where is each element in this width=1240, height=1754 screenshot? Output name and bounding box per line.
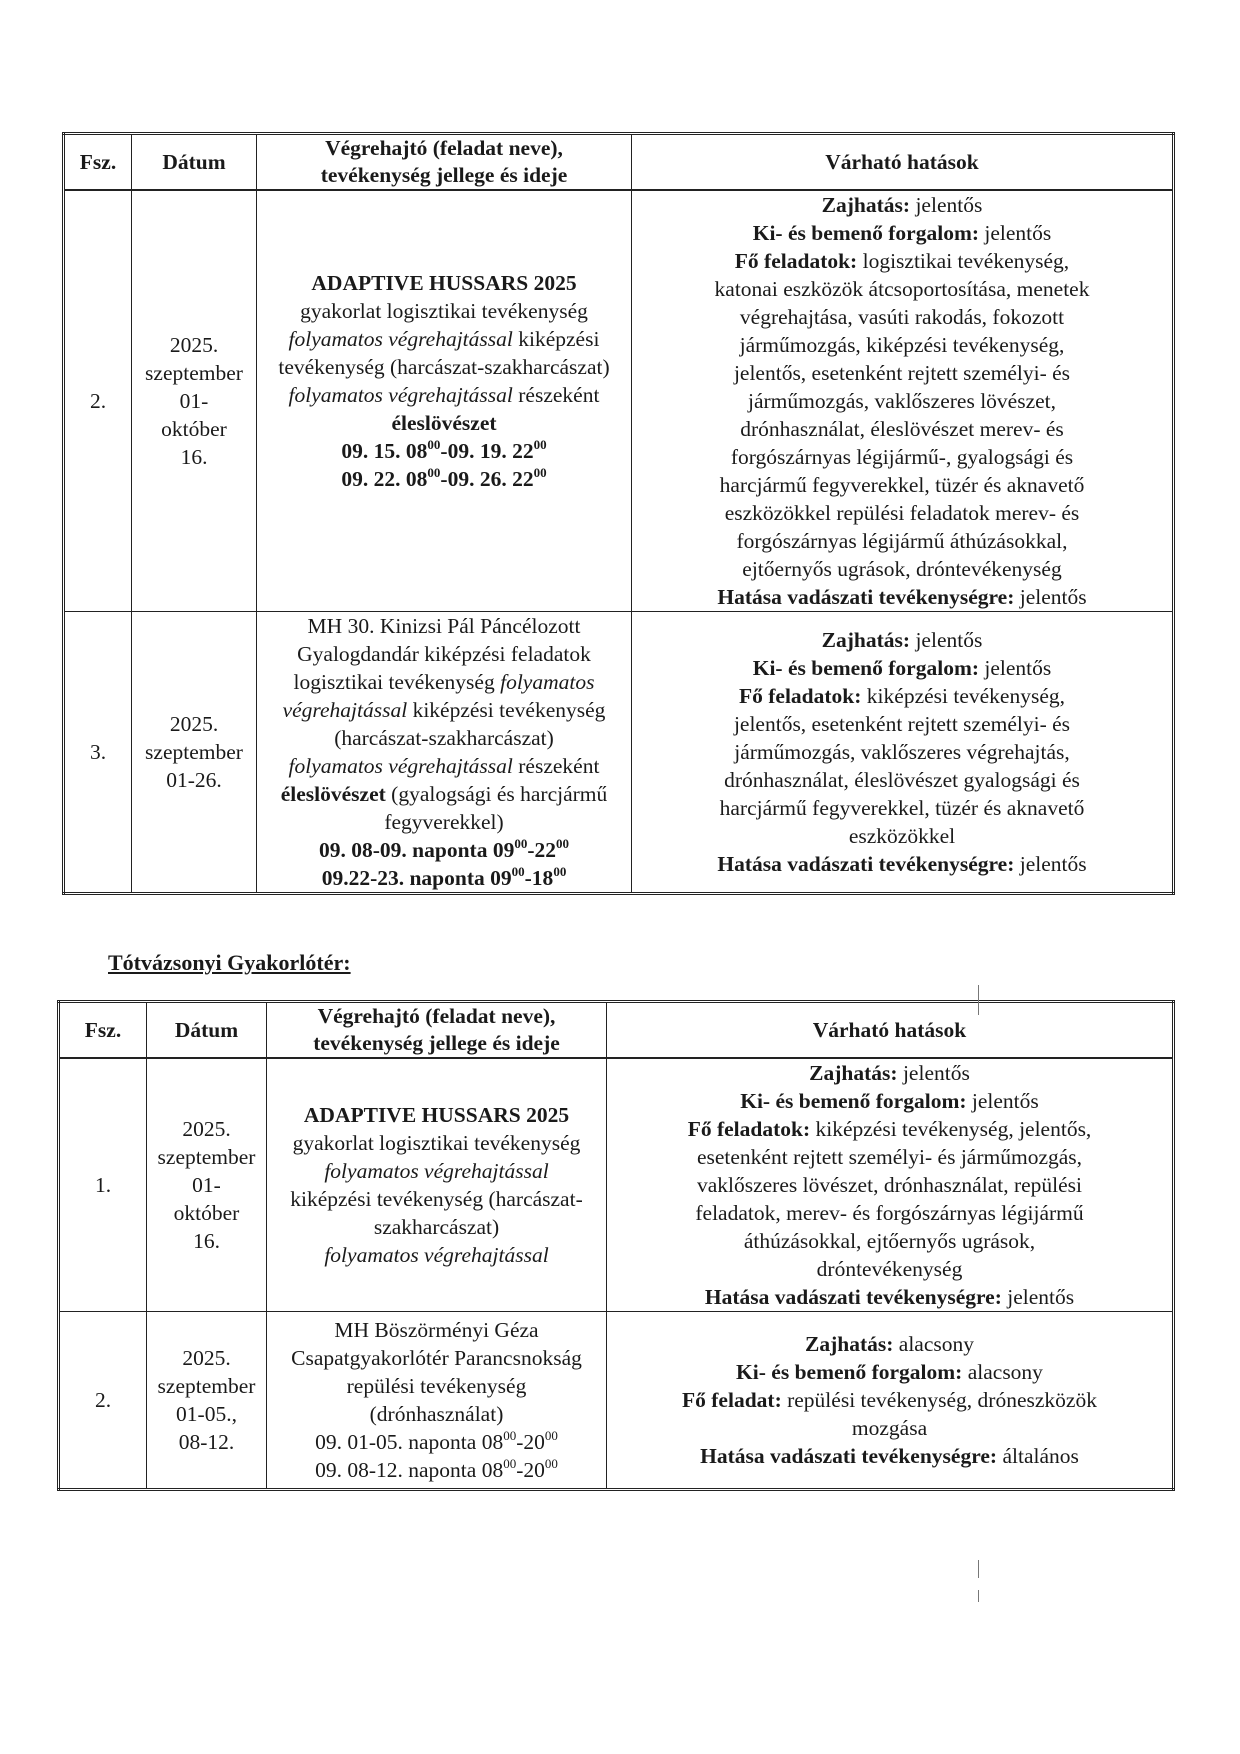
row-effects (607, 1312, 1174, 1490)
effect-line: vaklőszeres lövészet, drónhasználat, repülési (696, 1173, 1083, 1197)
date-line: szeptember (145, 740, 243, 764)
effect-line: járműmozgás, vaklőszeres végrehajtás, (734, 740, 1070, 764)
row-date (132, 612, 257, 894)
effect-main-tasks (636, 247, 1168, 275)
activity-text: részeként (512, 754, 600, 778)
effect-value: alacsony (893, 1332, 974, 1356)
effect-label: Fő feladat: (682, 1388, 782, 1412)
time-sup: 00 (503, 1428, 517, 1443)
row-activity (267, 1058, 607, 1312)
time-sup: 00 (514, 836, 528, 851)
table-row (64, 612, 1174, 894)
activity-line: (harcászat-szakharcászat) (334, 726, 554, 750)
effect-line: eszközökkel (848, 824, 956, 848)
activity-italic: folyamatos végrehajtással (288, 754, 513, 778)
effect-value: logisztikai tevékenység, (857, 249, 1070, 273)
time-sup: 00 (511, 864, 525, 879)
schedule-table-1 (62, 132, 1175, 895)
activity-italic: végrehajtással (282, 698, 408, 722)
activity-line (261, 668, 627, 696)
effect-value: jelentős (910, 628, 983, 652)
row-effects (632, 612, 1174, 894)
effect-traffic (611, 1358, 1168, 1386)
row-date (147, 1312, 267, 1490)
activity-line: Csapatgyakorlótér Parancsnokság (291, 1346, 582, 1370)
effect-label: Zajhatás: (821, 628, 911, 652)
time-sup: 00 (427, 465, 441, 480)
effect-value: jelentős (966, 1089, 1039, 1113)
activity-line: szakharcászat) (373, 1215, 500, 1239)
activity-title: ADAPTIVE HUSSARS 2025 (311, 271, 577, 295)
time-text: 09. 08-09. naponta 09 (319, 838, 515, 862)
row-activity (257, 190, 632, 612)
effect-label: Ki- és bemenő forgalom: (736, 1360, 963, 1384)
effect-hunting (636, 583, 1168, 611)
date-line: 01-05., (176, 1402, 237, 1426)
time-sup: 00 (533, 465, 547, 480)
time-text: -09. 26. 22 (440, 467, 534, 491)
effect-hunting (636, 850, 1168, 878)
time-text: 09. 15. 08 (341, 439, 428, 463)
effect-value: jelentős (897, 1061, 970, 1085)
effect-line: harcjármű fegyverekkel, tüzér és aknavető (719, 796, 1085, 820)
effect-line: jelentős, esetenként rejtett személyi- és (733, 712, 1071, 736)
effect-noise (636, 626, 1168, 654)
row-number: 3. (64, 612, 132, 894)
time-text: -18 (524, 866, 554, 890)
row-activity (267, 1312, 607, 1490)
time-sup: 00 (533, 437, 547, 452)
activity-italic-line: folyamatos végrehajtással (324, 1243, 549, 1267)
activity-line: fegyverekkel) (384, 810, 504, 834)
table-header-row (64, 134, 1174, 191)
time-sup: 00 (427, 437, 441, 452)
effect-line: drónhasználat, éleslövészet merev- és (740, 417, 1064, 441)
header-vegrehajto-line1: Végrehajtó (feladat neve), (325, 136, 563, 160)
row-number: 2. (59, 1312, 147, 1490)
activity-text: részeként (512, 383, 600, 407)
header-datum: Dátum (147, 1002, 267, 1059)
header-hatasok: Várható hatások (607, 1002, 1174, 1059)
date-line: szeptember (157, 1145, 256, 1169)
effect-hunting (611, 1442, 1168, 1470)
effect-label: Zajhatás: (809, 1061, 898, 1085)
effect-line: drónhasználat, éleslövészet gyalogsági és (724, 768, 1080, 792)
date-line: 2025. (182, 1346, 231, 1370)
table-row (59, 1312, 1174, 1490)
activity-line: tevékenység (harcászat-szakharcászat) (278, 355, 610, 379)
activity-line (261, 381, 627, 409)
effect-noise (636, 191, 1168, 219)
schedule-table-2 (57, 1000, 1175, 1491)
activity-text: kiképzési tevékenység (407, 698, 606, 722)
date-line: 08-12. (178, 1430, 235, 1454)
effect-traffic (636, 654, 1168, 682)
effect-line: áthúzásokkal, ejtőernyős ugrások, (743, 1229, 1036, 1253)
row-effects (632, 190, 1174, 612)
table-header-row (59, 1002, 1174, 1059)
activity-italic: folyamatos (500, 670, 595, 694)
activity-italic: folyamatos végrehajtással (288, 327, 513, 351)
activity-bold-line: éleslövészet (391, 411, 497, 435)
activity-line (261, 752, 627, 780)
header-vegrehajto (257, 134, 632, 191)
section-title: Tótvázsonyi Gyakorlótér: (108, 950, 351, 975)
effect-line: eszközökkel repülési feladatok merev- és (724, 501, 1080, 525)
header-vegrehajto-line1: Végrehajtó (feladat neve), (317, 1004, 556, 1028)
effect-line: katonai eszközök átcsoportosítása, menetek (714, 277, 1090, 301)
effect-main-tasks (611, 1115, 1168, 1143)
effect-noise (611, 1059, 1168, 1087)
row-activity (257, 612, 632, 894)
time-text: 09.22-23. naponta 09 (321, 866, 512, 890)
effect-label: Ki- és bemenő forgalom: (740, 1089, 967, 1113)
effect-value: jelentős (1014, 585, 1087, 609)
activity-line: (drónhasználat) (369, 1402, 504, 1426)
effect-value: jelentős (1001, 1285, 1075, 1309)
activity-title: ADAPTIVE HUSSARS 2025 (303, 1103, 570, 1127)
date-line: 2025. (169, 712, 219, 736)
effect-label: Hatása vadászati tevékenységre: (704, 1285, 1002, 1309)
time-sup: 00 (553, 864, 567, 879)
activity-line (261, 325, 627, 353)
time-text: -09. 19. 22 (440, 439, 534, 463)
table-row (59, 1058, 1174, 1312)
activity-text: logisztikai tevékenység (293, 670, 501, 694)
effect-line: mozgása (851, 1416, 928, 1440)
effect-line: forgószárnyas légijármű-, gyalogsági és (730, 445, 1074, 469)
effect-line: járműmozgás, vaklőszeres lövészet, (747, 389, 1057, 413)
effect-line: ejtőernyős ugrások, dróntevékenység (742, 557, 1062, 581)
date-line: 01- (192, 1173, 221, 1197)
activity-time (261, 836, 627, 864)
effect-line: dróntevékenység (816, 1257, 963, 1281)
header-vegrehajto-line2: tevékenység jellege és ideje (313, 1031, 560, 1055)
time-sup: 00 (556, 836, 569, 851)
row-effects (607, 1058, 1174, 1312)
effect-value: jelentős (1014, 852, 1087, 876)
effect-label: Hatása vadászati tevékenységre: (717, 585, 1015, 609)
effect-traffic (636, 219, 1168, 247)
activity-time (271, 1456, 602, 1484)
activity-line: kiképzési tevékenység (harcászat- (290, 1187, 583, 1211)
date-line: szeptember (145, 361, 243, 385)
effect-label: Fő feladatok: (739, 684, 862, 708)
effect-value: alacsony (962, 1360, 1043, 1384)
activity-line (261, 696, 627, 724)
effect-label: Zajhatás: (805, 1332, 894, 1356)
header-datum: Dátum (132, 134, 257, 191)
time-text: 09. 22. 08 (341, 467, 428, 491)
effect-value: repülési tevékenység, dróneszközök (781, 1388, 1097, 1412)
effect-line: forgószárnyas légijármű áthúzásokkal, (736, 529, 1068, 553)
date-line: 2025. (169, 333, 219, 357)
effect-line: jelentős, esetenként rejtett személyi- és (733, 361, 1071, 385)
table-row (64, 190, 1174, 612)
activity-line: gyakorlat logisztikai tevékenység (300, 299, 588, 323)
activity-text: (gyalogsági és harcjármű (385, 782, 608, 806)
activity-line: gyakorlat logisztikai tevékenység (292, 1131, 581, 1155)
effect-label: Ki- és bemenő forgalom: (752, 221, 980, 245)
effect-label: Hatása vadászati tevékenységre: (700, 1444, 998, 1468)
effect-line: esetenként rejtett személyi- és járműmozgás, (696, 1145, 1083, 1169)
effect-label: Zajhatás: (821, 193, 911, 217)
activity-line: repülési tevékenység (346, 1374, 527, 1398)
date-line: 16. (193, 1229, 220, 1253)
effect-value: jelentős (979, 656, 1052, 680)
effect-label: Fő feladatok: (734, 249, 858, 273)
row-date (132, 190, 257, 612)
time-sup: 00 (544, 1456, 558, 1471)
effect-value: jelentős (979, 221, 1052, 245)
time-text: 09. 08-12. naponta 08 (315, 1458, 504, 1482)
date-line: október (173, 1201, 240, 1225)
header-vegrehajto-line2: tevékenység jellege és ideje (320, 163, 568, 187)
row-number: 1. (59, 1058, 147, 1312)
activity-italic: folyamatos végrehajtással (288, 383, 513, 407)
effect-label: Hatása vadászati tevékenységre: (717, 852, 1015, 876)
time-text: -20 (516, 1458, 545, 1482)
activity-time (271, 1428, 602, 1456)
activity-time (261, 465, 627, 493)
effect-hunting (611, 1283, 1168, 1311)
activity-line (261, 780, 627, 808)
effect-noise (611, 1330, 1168, 1358)
effect-value: kiképzési tevékenység, (861, 684, 1065, 708)
scan-mark (978, 1560, 979, 1578)
header-fsz: Fsz. (64, 134, 132, 191)
effect-main-tasks (636, 682, 1168, 710)
header-vegrehajto (267, 1002, 607, 1059)
effect-label: Fő feladatok: (687, 1117, 811, 1141)
time-text: -20 (516, 1430, 545, 1454)
date-line: október (161, 417, 227, 441)
activity-italic-line: folyamatos végrehajtással (324, 1159, 549, 1183)
effect-main-tasks (611, 1386, 1168, 1414)
date-line: 16. (180, 445, 208, 469)
activity-time (261, 864, 627, 892)
date-line: 01- (179, 389, 209, 413)
activity-bold: éleslövészet (280, 782, 386, 806)
date-line: 01-26. (166, 768, 222, 792)
scan-mark (978, 985, 979, 1015)
date-line: 2025. (182, 1117, 231, 1141)
effect-value: kiképzési tevékenység, jelentős, (810, 1117, 1092, 1141)
time-text: 09. 01-05. naponta 08 (315, 1430, 504, 1454)
time-sup: 00 (503, 1456, 517, 1471)
scan-mark (978, 1590, 979, 1602)
row-number: 2. (64, 190, 132, 612)
activity-line: MH Böszörményi Géza (334, 1318, 539, 1342)
date-line: szeptember (157, 1374, 256, 1398)
activity-text: kiképzési (512, 327, 600, 351)
header-hatasok: Várható hatások (632, 134, 1174, 191)
effect-label: Ki- és bemenő forgalom: (752, 656, 980, 680)
time-sup: 00 (544, 1428, 558, 1443)
time-text: -22 (527, 838, 556, 862)
effect-value: általános (997, 1444, 1079, 1468)
effect-traffic (611, 1087, 1168, 1115)
effect-line: harcjármű fegyverekkel, tüzér és aknavető (719, 473, 1085, 497)
effect-value: jelentős (910, 193, 983, 217)
activity-line: MH 30. Kinizsi Pál Páncélozott (307, 614, 581, 638)
activity-line: Gyalogdandár kiképzési feladatok (297, 642, 591, 666)
activity-time (261, 437, 627, 465)
effect-line: végrehajtása, vasúti rakodás, fokozott (739, 305, 1065, 329)
header-fsz: Fsz. (59, 1002, 147, 1059)
row-date (147, 1058, 267, 1312)
effect-line: járműmozgás, kiképzési tevékenység, (739, 333, 1065, 357)
effect-line: feladatok, merev- és forgószárnyas légijármű (695, 1201, 1084, 1225)
